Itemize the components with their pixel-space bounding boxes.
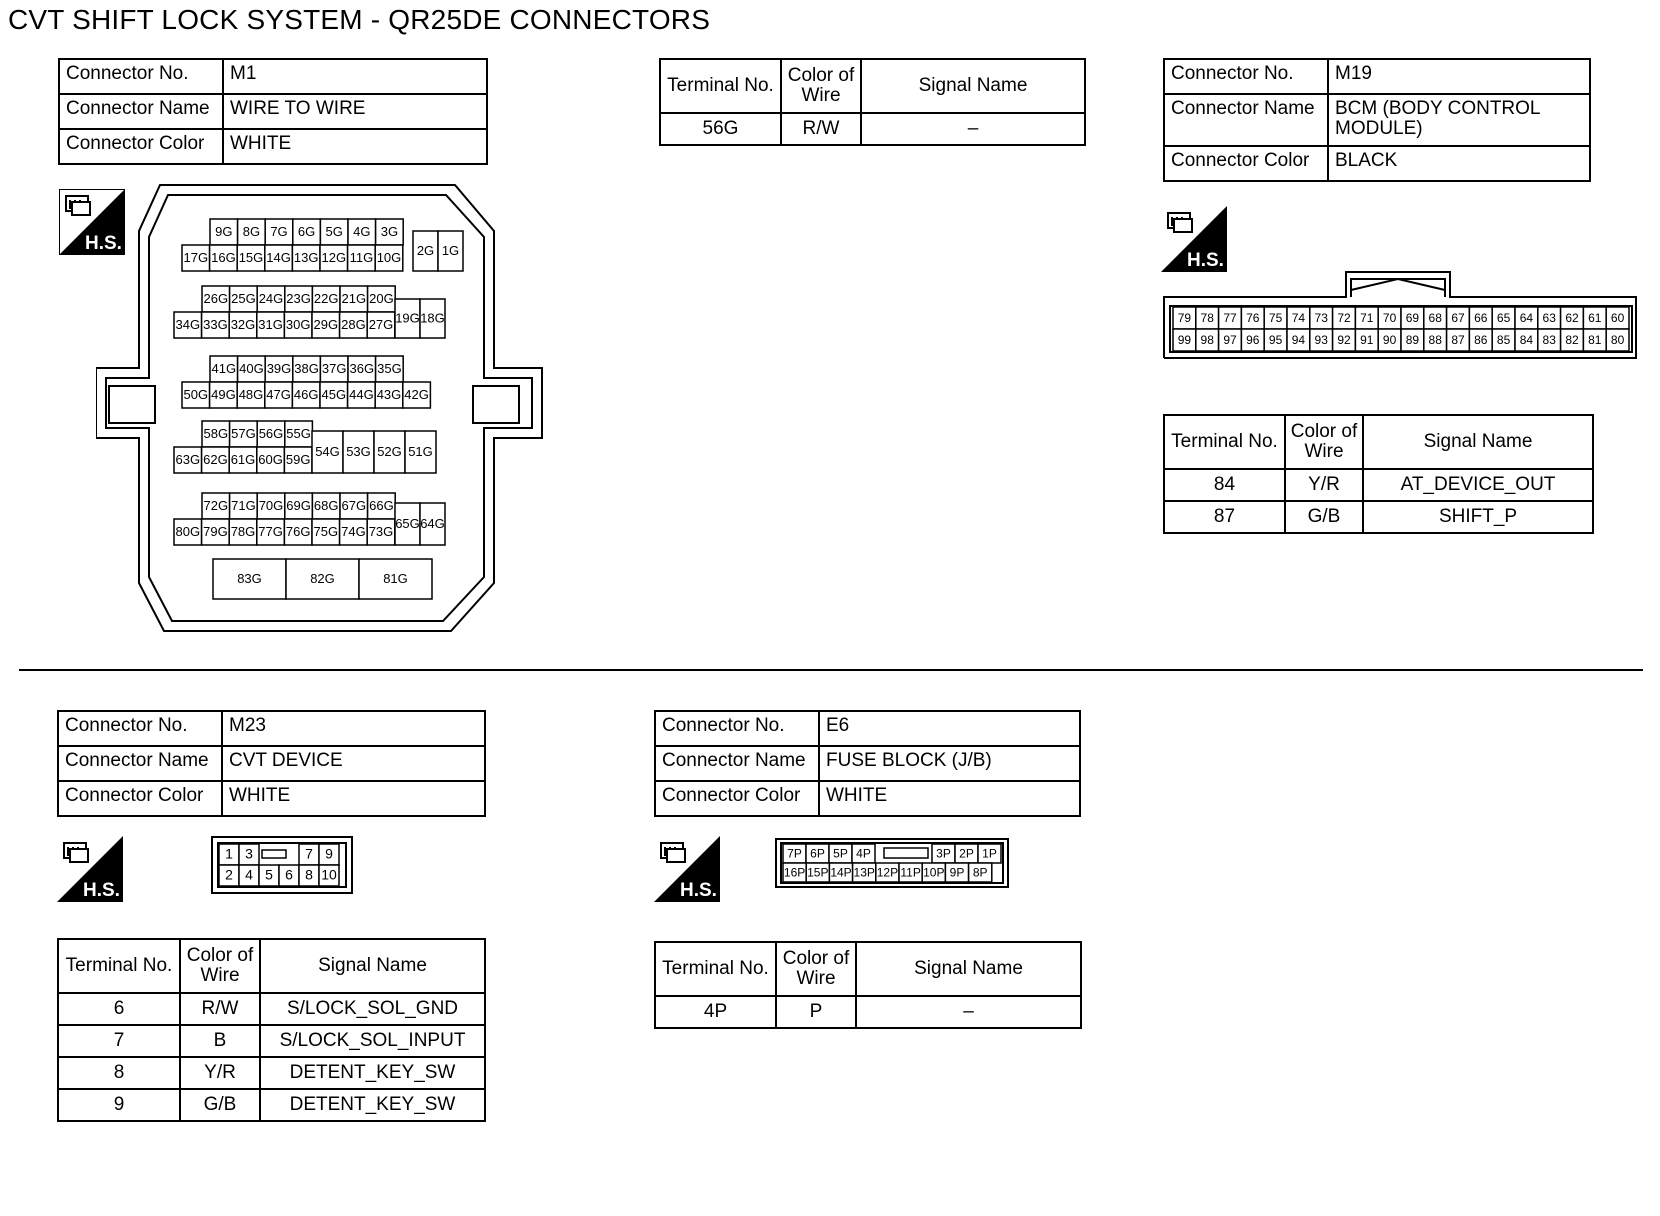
pin-label: 40G bbox=[239, 361, 264, 376]
cell: 56G bbox=[660, 113, 781, 145]
pin-label: 66 bbox=[1474, 311, 1488, 325]
pin-label: 60G bbox=[258, 452, 283, 467]
pin-label: 76G bbox=[285, 524, 311, 539]
pin-label: 39G bbox=[266, 361, 292, 376]
pin-label: 1P bbox=[982, 846, 997, 861]
pin-label: 14G bbox=[266, 250, 291, 265]
label: Connector No. bbox=[58, 711, 222, 746]
table-row bbox=[655, 996, 1081, 1028]
pin-label: 74 bbox=[1291, 311, 1306, 325]
divider bbox=[19, 669, 1643, 671]
hs-badge-icon bbox=[57, 836, 123, 902]
pin-label: 85 bbox=[1496, 333, 1511, 347]
hs-label: H.S. bbox=[1187, 250, 1224, 271]
pin-label: 52G bbox=[377, 444, 402, 459]
pin-label: 20G bbox=[369, 291, 394, 306]
pin-label: 44G bbox=[349, 387, 374, 402]
cell: R/W bbox=[781, 113, 861, 145]
pin-label: 3P bbox=[936, 846, 951, 861]
pin-label: 6 bbox=[285, 866, 293, 883]
pin-label: 95 bbox=[1268, 333, 1283, 347]
pin-label: 25G bbox=[231, 291, 256, 306]
pin-label: 29G bbox=[313, 317, 339, 332]
pin-label: 97 bbox=[1223, 333, 1237, 347]
label: Connector Color bbox=[655, 781, 819, 816]
value: WIRE TO WIRE bbox=[223, 94, 487, 129]
table-row bbox=[58, 1025, 485, 1057]
m23-terminal-table bbox=[57, 938, 486, 1122]
pin-label: 55G bbox=[286, 426, 311, 441]
value: WHITE bbox=[819, 781, 1080, 816]
pin-label: 99 bbox=[1177, 333, 1192, 347]
pin-label: 58G bbox=[203, 426, 229, 441]
label: Connector No. bbox=[655, 711, 819, 746]
pin-label: 35G bbox=[377, 361, 402, 376]
table-row bbox=[660, 113, 1085, 145]
header-color: Color of Wire bbox=[180, 939, 260, 993]
header-signal: Signal Name bbox=[260, 939, 485, 993]
pin-label: 27G bbox=[368, 317, 394, 332]
pin-label: 17G bbox=[183, 250, 209, 265]
value: FUSE BLOCK (J/B) bbox=[819, 746, 1080, 781]
pin-label: 63 bbox=[1542, 311, 1556, 325]
pin-label: 36G bbox=[349, 361, 375, 376]
pin-label: 15G bbox=[238, 250, 264, 265]
hs-label: H.S. bbox=[85, 233, 122, 254]
pin-label: 81 bbox=[1588, 333, 1602, 347]
pin-label: 23G bbox=[286, 291, 311, 306]
table-row bbox=[58, 993, 485, 1025]
pin-label: 9 bbox=[325, 845, 333, 862]
header-signal: Signal Name bbox=[1363, 415, 1593, 469]
pin-label: 68G bbox=[313, 498, 339, 513]
pin-label: 98 bbox=[1200, 333, 1214, 347]
pin-label: 42G bbox=[404, 387, 429, 402]
m19-connector-info bbox=[1163, 58, 1591, 182]
pin-label: 69 bbox=[1405, 311, 1420, 325]
pin-label: 69G bbox=[286, 498, 311, 513]
pin-label: 67G bbox=[341, 498, 367, 513]
pin-label: 2G bbox=[416, 243, 435, 258]
pin-label: 3 bbox=[245, 845, 253, 862]
table-row bbox=[1164, 469, 1593, 501]
value: WHITE bbox=[223, 129, 487, 164]
value: WHITE bbox=[222, 781, 485, 816]
pin-label: 86 bbox=[1474, 333, 1488, 347]
page-title: CVT SHIFT LOCK SYSTEM - QR25DE CONNECTORS bbox=[8, 4, 711, 35]
pin-label: 8G bbox=[242, 224, 261, 239]
pin-label: 50G bbox=[183, 387, 209, 402]
cell: G/B bbox=[180, 1089, 260, 1121]
pin-label: 83 bbox=[1542, 333, 1556, 347]
pin-label: 81G bbox=[383, 571, 408, 586]
pin-label: 68 bbox=[1428, 311, 1442, 325]
pin-label: 56G bbox=[258, 426, 284, 441]
cell: 7 bbox=[58, 1025, 180, 1057]
header-color: Color of Wire bbox=[1285, 415, 1363, 469]
table-row bbox=[58, 1057, 485, 1089]
pin-label: 32G bbox=[230, 317, 256, 332]
pin-label: 16P bbox=[783, 865, 806, 880]
pin-label: 37G bbox=[321, 361, 347, 376]
cell: 87 bbox=[1164, 501, 1285, 533]
pin-label: 78 bbox=[1200, 311, 1214, 325]
pin-label: 10G bbox=[376, 250, 402, 265]
pin-label: 8 bbox=[305, 866, 313, 883]
pin-label: 38G bbox=[294, 361, 319, 376]
cell: SHIFT_P bbox=[1363, 501, 1593, 533]
pin-label: 53G bbox=[346, 444, 371, 459]
pin-label: 5P bbox=[833, 846, 848, 861]
pin-label: 10 bbox=[321, 866, 337, 883]
pin-label: 18G bbox=[420, 310, 445, 326]
pin-label: 5G bbox=[325, 224, 343, 239]
cell: Y/R bbox=[1285, 469, 1363, 501]
label: Connector Name bbox=[1164, 94, 1328, 146]
label: Connector Name bbox=[655, 746, 819, 781]
label: Connector Name bbox=[58, 746, 222, 781]
pin-label: 76 bbox=[1246, 311, 1260, 325]
label: Connector Color bbox=[1164, 146, 1328, 181]
pin-label: 30G bbox=[285, 317, 311, 332]
pin-label: 92 bbox=[1337, 333, 1351, 347]
m1-connector-info bbox=[58, 58, 488, 165]
pin-label: 89 bbox=[1405, 333, 1420, 347]
pin-label: 54G bbox=[315, 444, 340, 459]
pin-label: 15P bbox=[807, 865, 829, 880]
pin-label: 3G bbox=[380, 224, 399, 239]
cell: DETENT_KEY_SW bbox=[260, 1057, 485, 1089]
header-signal: Signal Name bbox=[861, 59, 1085, 113]
value: BLACK bbox=[1328, 146, 1590, 181]
e6-terminal-table bbox=[654, 941, 1082, 1029]
cell: Y/R bbox=[180, 1057, 260, 1089]
header-signal: Signal Name bbox=[856, 942, 1081, 996]
pin-label: 80 bbox=[1610, 333, 1625, 347]
pin-label: 8P bbox=[972, 865, 988, 880]
pin-label: 87 bbox=[1451, 333, 1465, 347]
pin-label: 13G bbox=[293, 250, 319, 265]
pin-label: 13P bbox=[853, 865, 875, 880]
hs-badge-icon bbox=[654, 836, 720, 902]
pin-label: 77 bbox=[1223, 311, 1237, 325]
key-slot bbox=[262, 850, 286, 858]
pin-label: 14P bbox=[830, 865, 852, 880]
pin-label: 71 bbox=[1360, 311, 1374, 325]
pin-label: 74G bbox=[341, 524, 366, 539]
key-slot bbox=[884, 848, 928, 858]
cell: B bbox=[180, 1025, 260, 1057]
label: Connector Color bbox=[58, 781, 222, 816]
pin-label: 9P bbox=[949, 865, 965, 880]
cell: AT_DEVICE_OUT bbox=[1363, 469, 1593, 501]
pin-label: 60 bbox=[1610, 311, 1625, 325]
m1-terminal-table bbox=[659, 58, 1086, 146]
cell: 6 bbox=[58, 993, 180, 1025]
pin-label: 47G bbox=[266, 387, 291, 402]
pin-label: 49G bbox=[211, 387, 236, 402]
pin-label: 64 bbox=[1519, 311, 1534, 325]
value: M23 bbox=[222, 711, 485, 746]
pin-label: 6P bbox=[810, 846, 825, 861]
m23-connector-info bbox=[57, 710, 486, 817]
pin-label: 28G bbox=[341, 317, 366, 332]
pin-label: 7G bbox=[270, 224, 288, 239]
pin-label: 21G bbox=[341, 291, 367, 306]
cell: P bbox=[776, 996, 856, 1028]
label: Connector Name bbox=[59, 94, 223, 129]
cell: S/LOCK_SOL_INPUT bbox=[260, 1025, 485, 1057]
pin-label: 59G bbox=[285, 452, 311, 467]
pin-label: 79G bbox=[203, 524, 228, 539]
pin-label: 2P bbox=[959, 846, 974, 861]
pin-label: 22G bbox=[313, 291, 339, 306]
hs-label: H.S. bbox=[680, 880, 717, 901]
pin-label: 83G bbox=[237, 571, 262, 586]
pin-label: 72G bbox=[203, 498, 229, 513]
table-row bbox=[58, 1089, 485, 1121]
pin-label: 93 bbox=[1314, 333, 1328, 347]
pin-label: 64G bbox=[420, 516, 445, 531]
pin-label: 51G bbox=[408, 444, 433, 459]
pin-label: 7P bbox=[787, 846, 802, 861]
label: Connector No. bbox=[59, 59, 223, 94]
value: E6 bbox=[819, 711, 1080, 746]
pin-label: 4G bbox=[353, 224, 371, 239]
hs-label: H.S. bbox=[83, 880, 120, 901]
cell: 4P bbox=[655, 996, 776, 1028]
pin-label: 11G bbox=[349, 250, 374, 265]
pin-label: 6G bbox=[297, 224, 316, 239]
pin-label: 62G bbox=[203, 452, 228, 467]
cell: S/LOCK_SOL_GND bbox=[260, 993, 485, 1025]
pin-label: 91 bbox=[1360, 333, 1374, 347]
pin-label: 12G bbox=[321, 250, 347, 265]
pin-label: 61G bbox=[230, 452, 256, 467]
cell: 9 bbox=[58, 1089, 180, 1121]
pin-label: 73G bbox=[368, 524, 394, 539]
pin-label: 16G bbox=[211, 250, 236, 265]
pin-label: 77G bbox=[258, 524, 283, 539]
pin-label: 34G bbox=[175, 317, 201, 332]
pin-label: 96 bbox=[1246, 333, 1260, 347]
label: Connector No. bbox=[1164, 59, 1328, 94]
cell: DETENT_KEY_SW bbox=[260, 1089, 485, 1121]
cell: 8 bbox=[58, 1057, 180, 1089]
cell: G/B bbox=[1285, 501, 1363, 533]
pin-label: 79 bbox=[1177, 311, 1192, 325]
cell: – bbox=[861, 113, 1085, 145]
pin-label: 63G bbox=[175, 452, 201, 467]
header-terminal: Terminal No. bbox=[58, 939, 180, 993]
label: Connector Color bbox=[59, 129, 223, 164]
pin-label: 75 bbox=[1268, 311, 1283, 325]
m19-terminal-table bbox=[1163, 414, 1594, 534]
m23-connector-face bbox=[210, 835, 355, 895]
e6-connector-face bbox=[774, 837, 1010, 889]
cell: R/W bbox=[180, 993, 260, 1025]
pin-label: 7 bbox=[305, 845, 313, 862]
pin-label: 10P bbox=[923, 865, 945, 880]
pin-label: 82G bbox=[310, 571, 335, 586]
pin-label: 19G bbox=[395, 310, 420, 326]
pin-label: 41G bbox=[211, 361, 237, 376]
pin-label: 4P bbox=[856, 846, 871, 861]
header-terminal: Terminal No. bbox=[660, 59, 781, 113]
value: M1 bbox=[223, 59, 487, 94]
pin-label: 24G bbox=[258, 291, 284, 306]
cell: – bbox=[856, 996, 1081, 1028]
header-terminal: Terminal No. bbox=[1164, 415, 1285, 469]
pin-label: 12P bbox=[876, 865, 899, 880]
value: BCM (BODY CONTROL MODULE) bbox=[1328, 94, 1590, 146]
e6-connector-info bbox=[654, 710, 1081, 817]
value: CVT DEVICE bbox=[222, 746, 485, 781]
pin-label: 62 bbox=[1565, 311, 1579, 325]
pin-label: 61 bbox=[1588, 311, 1602, 325]
value: M19 bbox=[1328, 59, 1590, 94]
pin-label: 72 bbox=[1337, 311, 1351, 325]
pin-label: 48G bbox=[238, 387, 264, 402]
header-color: Color of Wire bbox=[781, 59, 861, 113]
pin-label: 1G bbox=[441, 243, 460, 258]
pin-label: 45G bbox=[321, 387, 347, 402]
pin-label: 65G bbox=[395, 516, 420, 531]
pin-label: 5 bbox=[265, 866, 273, 883]
pin-label: 2 bbox=[225, 866, 233, 883]
m19-connector-face bbox=[1162, 270, 1638, 360]
pin-label: 80G bbox=[175, 524, 201, 539]
pin-label: 46G bbox=[293, 387, 319, 402]
header-color: Color of Wire bbox=[776, 942, 856, 996]
pin-label: 1 bbox=[225, 845, 233, 862]
pin-label: 70 bbox=[1382, 311, 1397, 325]
pin-label: 9G bbox=[215, 224, 233, 239]
pin-label: 70G bbox=[258, 498, 284, 513]
pin-label: 43G bbox=[376, 387, 402, 402]
pin-label: 84 bbox=[1519, 333, 1534, 347]
pin-label: 78G bbox=[230, 524, 256, 539]
pin-label: 57G bbox=[231, 426, 256, 441]
pin-label: 67 bbox=[1451, 311, 1465, 325]
pin-label: 73 bbox=[1314, 311, 1328, 325]
header-terminal: Terminal No. bbox=[655, 942, 776, 996]
pin-label: 31G bbox=[258, 317, 283, 332]
pin-label: 90 bbox=[1382, 333, 1397, 347]
pin-label: 71G bbox=[231, 498, 256, 513]
pin-label: 4 bbox=[245, 866, 253, 883]
pin-label: 94 bbox=[1291, 333, 1306, 347]
pin-label: 82 bbox=[1565, 333, 1579, 347]
cell: 84 bbox=[1164, 469, 1285, 501]
m1-connector-face bbox=[96, 183, 546, 633]
pin-label: 88 bbox=[1428, 333, 1442, 347]
table-row bbox=[1164, 501, 1593, 533]
pin-label: 66G bbox=[369, 498, 394, 513]
pin-label: 75G bbox=[313, 524, 339, 539]
pin-label: 65 bbox=[1496, 311, 1511, 325]
pin-label: 11P bbox=[900, 865, 921, 880]
pin-label: 26G bbox=[203, 291, 229, 306]
pin-label: 33G bbox=[203, 317, 228, 332]
hs-badge-icon bbox=[1161, 206, 1227, 272]
